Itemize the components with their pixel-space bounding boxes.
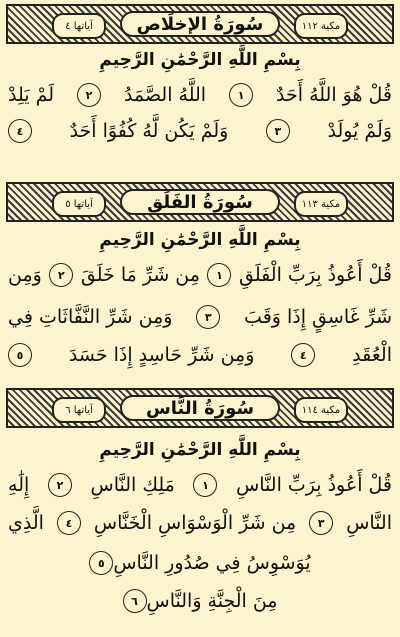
verse-text: النَّاسِ: [346, 512, 392, 534]
verse-text: مِن شَرِّ الْوَسْوَاسِ الْخَنَّاسِ: [93, 512, 297, 534]
verse-text: وَلَمْ يُولَدْ: [327, 120, 392, 142]
basmala: بِسْمِ اللَّهِ الرَّحْمَٰنِ الرَّحِيمِ: [99, 50, 301, 70]
verse-text: وَمِن شَرِّ حَاسِدٍ إِذَا حَسَدَ: [68, 344, 255, 366]
ayah-number-marker: ٤: [8, 119, 32, 143]
verse-text: قُلْ هُوَ اللَّهُ أَحَدٌ: [276, 84, 392, 106]
verse-text: الْعُقَدِ: [352, 344, 392, 366]
surah-banner-ikhlas: [6, 4, 394, 44]
ayah-count-medal: آياتها ٥: [52, 191, 106, 217]
basmala: بِسْمِ اللَّهِ الرَّحْمَٰنِ الرَّحِيمِ: [99, 230, 301, 250]
verse-text: وَلَمْ يَكُن لَّهُ كُفُوًا أَحَدٌ: [69, 120, 229, 142]
verse-text: الَّذِي: [8, 512, 44, 534]
ayah-number-marker: ٥: [89, 551, 113, 575]
verse-text: مِنَ الْجِنَّةِ وَالنَّاسِ: [146, 590, 278, 612]
verse-text: يُوَسْوِسُ فِي صُدُورِ النَّاسِ: [113, 552, 311, 574]
verse-text: قُلْ أَعُوذُ بِرَبِّ الْفَلَقِ: [239, 264, 392, 286]
surah-title-frame: [120, 395, 280, 421]
verse-text: مَلِكِ النَّاسِ: [90, 474, 175, 496]
verse-text: مِن شَرِّ مَا خَلَقَ: [80, 264, 200, 286]
verse-line: [8, 338, 392, 372]
verse-text: اللَّهُ الصَّمَدُ: [124, 84, 207, 106]
ayah-count-medal: آياتها ٦: [52, 397, 106, 423]
surah-number-medal: مكية ١١٤: [294, 397, 348, 423]
ayah-number-marker: ٥: [8, 343, 32, 367]
surah-banner-falaq: [6, 182, 394, 222]
surah-title: سُورَةُ النَّاس: [145, 397, 255, 419]
ayah-number-marker: ٢: [77, 83, 101, 107]
verse-line: [8, 546, 392, 580]
ayah-number-marker: ٦: [123, 589, 147, 613]
ayah-number-marker: ٢: [49, 263, 73, 287]
surah-banner-nas: [6, 388, 394, 428]
ayah-number-marker: ١: [193, 473, 217, 497]
ayah-number-marker: ١: [207, 263, 231, 287]
verse-text: وَمِن شَرِّ النَّفَّاثَاتِ فِي: [8, 306, 173, 328]
ayah-number-marker: ٢: [48, 473, 72, 497]
verse-line: [8, 114, 392, 148]
verse-line: [8, 468, 392, 502]
verse-line: [8, 300, 392, 334]
surah-number-medal: مكية ١١٣: [294, 191, 348, 217]
ayah-number-marker: ١: [229, 83, 253, 107]
surah-number-medal: مكية ١١٢: [294, 13, 348, 39]
ayah-number-marker: ٣: [196, 305, 220, 329]
ayah-number-marker: ٤: [291, 343, 315, 367]
verse-text: إِلَٰهِ: [8, 474, 30, 496]
surah-title: سُورَةُ الفَلَق: [147, 191, 253, 213]
verse-text: شَرِّ غَاسِقٍ إِذَا وَقَبَ: [244, 306, 392, 328]
verse-line: [8, 506, 392, 540]
ayah-number-marker: ٣: [309, 511, 333, 535]
basmala: بِسْمِ اللَّهِ الرَّحْمَٰنِ الرَّحِيمِ: [99, 440, 301, 460]
ayah-number-marker: ٤: [57, 511, 81, 535]
verse-text: لَمْ يَلِدْ: [8, 84, 55, 106]
surah-title-frame: [120, 11, 280, 37]
verse-line: [8, 258, 392, 292]
verse-line: [8, 584, 392, 618]
verse-line: [8, 78, 392, 112]
surah-title: سُورَةُ الإخلَاص: [136, 13, 264, 35]
verse-text: قُلْ أَعُوذُ بِرَبِّ النَّاسِ: [236, 474, 392, 496]
surah-title-frame: [120, 189, 280, 215]
ayah-count-medal: آياتها ٤: [52, 13, 106, 39]
verse-text: وَمِن: [8, 264, 42, 286]
ayah-number-marker: ٣: [266, 119, 290, 143]
